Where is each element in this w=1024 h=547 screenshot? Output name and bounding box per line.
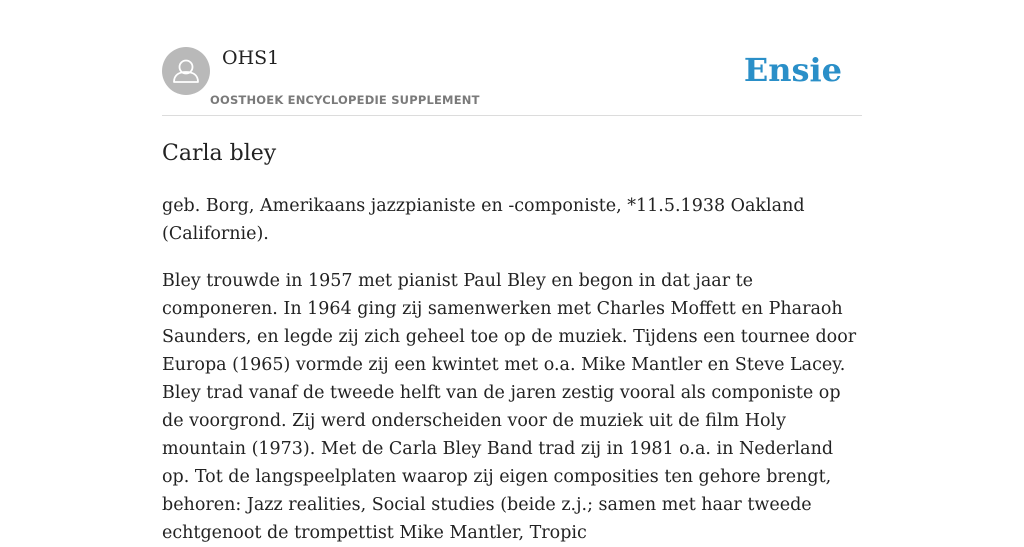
- author-avatar[interactable]: [162, 47, 210, 95]
- brand-logo-link[interactable]: Ensie: [743, 51, 842, 89]
- article-page: [162, 0, 862, 543]
- source-subtitle: OOSTHOEK ENCYCLOPEDIE SUPPLEMENT: [210, 93, 480, 107]
- article-paragraph: Bley trouwde in 1957 met pianist Paul Bley en begon in dat jaar te componeren. In 1964 ging zij samenwerken met Charles Moffett en Pharaoh Saunders, en legde zij zich geheel toe op de muziek. Tijdens een tournee door Europa (1965) vormde zij een kwintet met o.a. Mike Mantler en Steve Lacey. Bley trad vanaf de tweede helft van de jaren zestig vooral als componiste op de voorgrond. Zij werd onderscheiden voor de muziek uit de film Holy mountain (1973). Met de Carla Bley Band trad zij in 1981 o.a. in Nederland op. Tot de langspeelplaten waarop zij eigen composities ten gehore brengt, behoren: Jazz realities, Social studies (beide z.j.; samen met haar tweede echtgenoot de trompettist Mike Mantler, Tropic: [162, 271, 857, 543]
- user-icon: [162, 47, 210, 95]
- author-header: [162, 0, 862, 116]
- article-title: Carla bley: [162, 141, 277, 166]
- article-paragraph: geb. Borg, Amerikaans jazzpianiste en -componiste, *11.5.1938 Oakland (Californie).: [162, 196, 805, 244]
- author-name-link[interactable]: OHS1: [222, 47, 280, 69]
